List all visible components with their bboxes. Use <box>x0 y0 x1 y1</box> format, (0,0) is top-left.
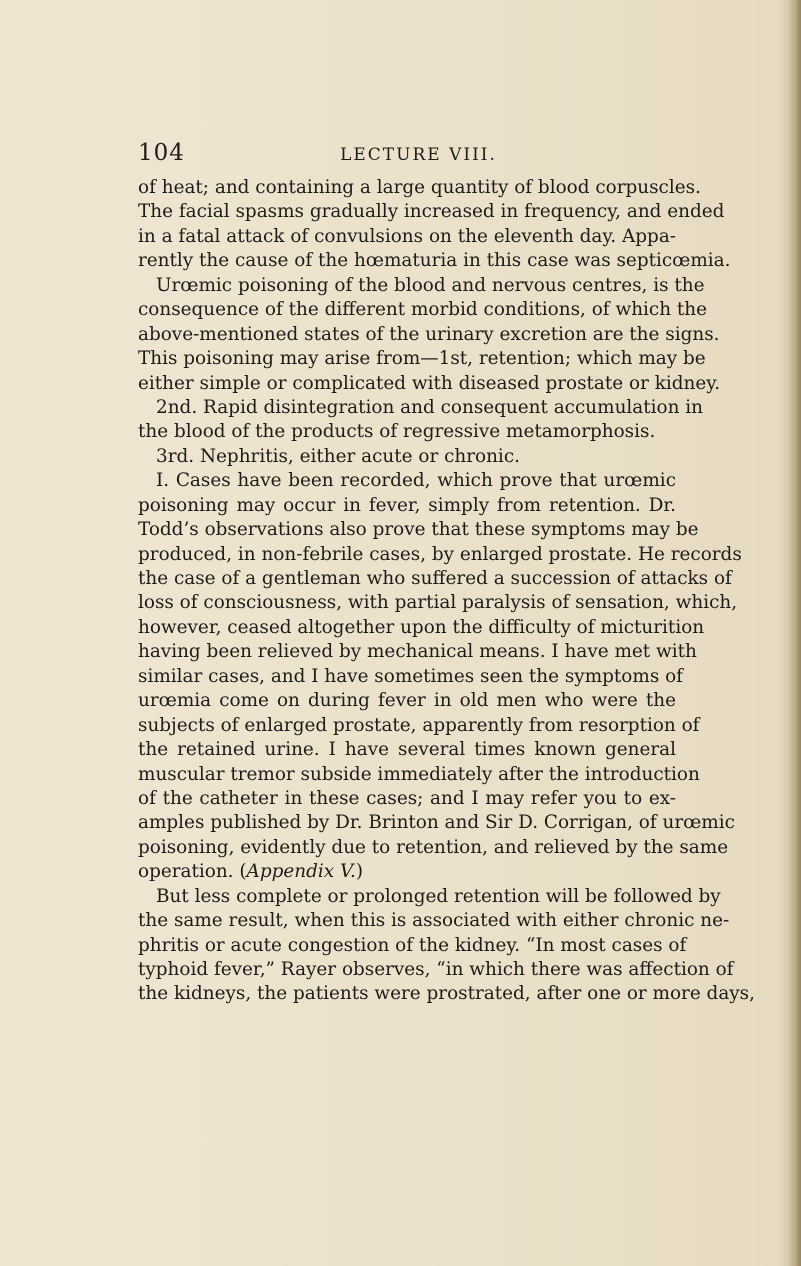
text-line: the kidneys, the patients were prostrated, after one or more days, <box>138 983 755 1005</box>
text-line: rently the cause of the hœmaturia in this case was septicœmia. <box>138 250 731 272</box>
appendix-reference: Appendix V. <box>246 861 356 883</box>
text-line: But less complete or prolonged retention will be followed by <box>156 885 721 907</box>
text-line: similar cases, and I have sometimes seen the symptoms of <box>138 665 683 687</box>
text-line: This poisoning may arise from—1st, retention; which may be <box>138 348 706 370</box>
text-line: loss of consciousness, with partial paralysis of sensation, which, <box>138 592 738 614</box>
text-line: urœmia come on during fever in old men who were the <box>138 690 676 712</box>
running-head-text: LECTURE VIII. <box>340 145 497 165</box>
text-line: in a fatal attack of convulsions on the eleventh day. Appa- <box>138 225 676 247</box>
text-line: of heat; and containing a large quantity of blood corpuscles. <box>138 177 701 198</box>
page-edge-shadow <box>787 0 801 1266</box>
text-line: either simple or complicated with diseased prostate or kidney. <box>138 372 721 394</box>
text-line: of the catheter in these cases; and I may refer you to ex- <box>138 787 676 809</box>
text-line: Urœmic poisoning of the blood and nervous centres, is the <box>156 274 705 296</box>
text-line: operation. (Appendix V.) <box>138 861 364 883</box>
text-line: poisoning may occur in fever, simply from retention. Dr. <box>138 494 676 516</box>
text-line: produced, in non-febrile cases, by enlarged prostate. He records <box>138 543 742 565</box>
text-line: the retained urine. I have several times known general <box>138 739 676 761</box>
text-line: 3rd. Nephritis, either acute or chronic. <box>156 445 520 467</box>
body-text <box>138 176 755 1007</box>
text-line: consequence of the different morbid conditions, of which the <box>138 299 708 321</box>
text-line: Todd’s observations also prove that these symptoms may be <box>138 519 699 541</box>
text-line: above-mentioned states of the urinary excretion are the signs. <box>138 323 720 345</box>
text-line: subjects of enlarged prostate, apparently from resorption of <box>138 714 700 736</box>
text-line: muscular tremor subside immediately after the introduction <box>138 763 700 785</box>
page-number: 104 <box>138 140 185 166</box>
text-line: The facial spasms gradually increased in frequency, and ended <box>138 201 725 223</box>
text-line: the case of a gentleman who suffered a succession of attacks of <box>138 568 732 589</box>
text-line: however, ceased altogether upon the difficulty of micturition <box>138 616 705 638</box>
text-line: the same result, when this is associated with either chronic ne- <box>138 910 730 932</box>
text-line: I. Cases have been recorded, which prove that urœmic <box>156 470 676 492</box>
text-line: poisoning, evidently due to retention, and relieved by the same <box>138 836 729 858</box>
text-line: amples published by Dr. Brinton and Sir D. Corrigan, of urœmic <box>138 812 735 834</box>
text-line: 2nd. Rapid disintegration and consequent accumulation in <box>156 396 704 418</box>
text-line: phritis or acute congestion of the kidney. “In most cases of <box>138 934 687 956</box>
text-line: typhoid fever,” Rayer observes, “in which there was affection of <box>138 959 734 980</box>
text-line: having been relieved by mechanical means. I have met with <box>138 641 697 663</box>
text-line: the blood of the products of regressive metamorphosis. <box>138 421 656 443</box>
running-head <box>0 145 801 165</box>
